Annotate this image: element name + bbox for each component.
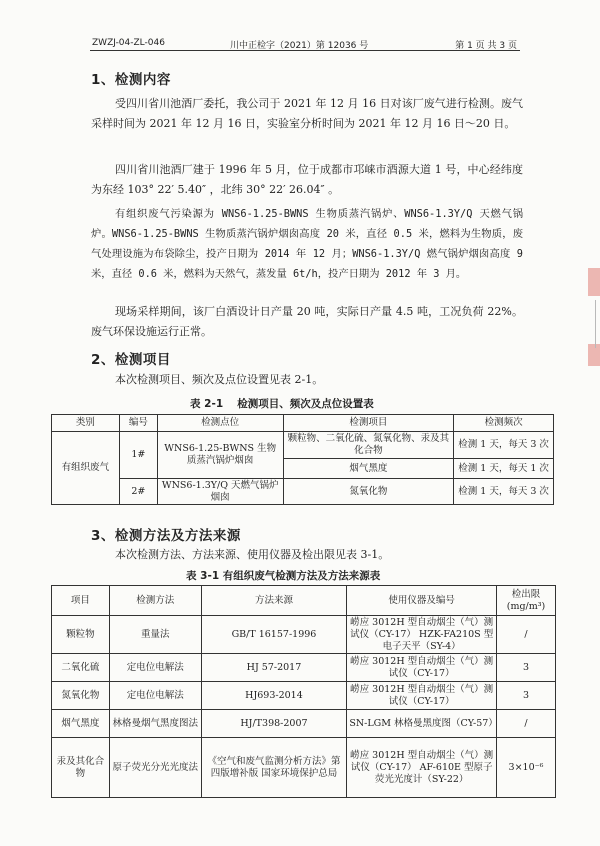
- table-row: [52, 432, 554, 459]
- table-row: [52, 682, 556, 710]
- seal-stamp-fragment: [588, 268, 600, 296]
- item-cell: 颗粒物、二氧化硫、氮氧化物、汞及其化合物: [283, 432, 454, 459]
- point-number-cell: 2#: [119, 479, 157, 505]
- item-cell: 汞及其化合物: [52, 738, 110, 798]
- source-cell: 《空气和废气监测分析方法》第四版增补版 国家环境保护总局: [201, 738, 347, 798]
- section-1-title: 1、检测内容: [91, 72, 171, 88]
- frequency-cell: 检测 1 天，每天 1 次: [454, 459, 554, 479]
- item-cell: 二氧化硫: [52, 654, 110, 682]
- item-cell: 氮氧化物: [52, 682, 110, 710]
- limit-cell: 3: [497, 682, 556, 710]
- source-cell: HJ/T398-2007: [201, 710, 347, 738]
- method-cell: 原子荧光分光光度法: [109, 738, 201, 798]
- category-cell: 有组织废气: [52, 432, 120, 505]
- instrument-cell: SN-LGM 林格曼黑度图（CY-57）: [347, 710, 497, 738]
- doc-code: ZWZJ-04-ZL-046: [92, 38, 165, 48]
- method-cell: 林格曼烟气黑度图法: [109, 710, 201, 738]
- method-cell: 重量法: [109, 616, 201, 654]
- method-cell: 定电位电解法: [109, 682, 201, 710]
- table-3-1-caption: 表 3-1 有组织废气检测方法及方法来源表: [186, 570, 381, 582]
- item-cell: 烟气黑度: [283, 459, 454, 479]
- header-cell: 方法来源: [201, 586, 347, 616]
- table-row: [52, 616, 556, 654]
- table-2-1: [51, 414, 554, 505]
- method-cell: 定电位电解法: [109, 654, 201, 682]
- header-cell: 使用仪器及编号: [347, 586, 497, 616]
- instrument-cell: 崂应 3012H 型自动烟尘（气）测试仪（CY-17）: [347, 682, 497, 710]
- instrument-cell: 崂应 3012H 型自动烟尘（气）测试仪（CY-17） AF-610E 型原子荧光光度计（SY-22）: [347, 738, 497, 798]
- item-cell: 颗粒物: [52, 616, 110, 654]
- point-name-cell: WNS6-1.3Y/Q 天燃气锅炉烟囱: [157, 479, 283, 505]
- limit-cell: 3×10⁻⁶: [497, 738, 556, 798]
- table-3-1: [51, 585, 556, 798]
- table-row: [52, 710, 556, 738]
- header-divider: [90, 50, 520, 51]
- frequency-cell: 检测 1 天，每天 3 次: [454, 479, 554, 505]
- section-3-title: 3、检测方法及方法来源: [91, 528, 241, 544]
- binding-mark: [595, 300, 597, 348]
- report-number: 川中正检字（2021）第 12036 号: [230, 41, 369, 51]
- section-1-para-2: 四川省川池酒厂建于 1996 年 5 月，位于成都市邛崃市酒源大道 1 号，中心经纬度为东经 103° 22′ 5.40″ ，北纬 30° 22′ 26.04″ 。: [91, 163, 523, 196]
- limit-cell: /: [497, 616, 556, 654]
- header-cell: 项目: [52, 586, 110, 616]
- section-2-para-1: 本次检测项目、频次及点位设置见表 2-1。: [115, 373, 324, 386]
- table-row: [52, 479, 554, 505]
- source-cell: HJ693-2014: [201, 682, 347, 710]
- frequency-cell: 检测 1 天，每天 3 次: [454, 432, 554, 459]
- instrument-cell: 崂应 3012H 型自动烟尘（气）测试仪（CY-17）: [347, 654, 497, 682]
- header-cell: 检测方法: [109, 586, 201, 616]
- header-cell: 检测频次: [454, 415, 554, 432]
- source-cell: HJ 57-2017: [201, 654, 347, 682]
- header-cell: 检测项目: [283, 415, 454, 432]
- header-cell: 检出限 (mg/m³): [497, 586, 556, 616]
- source-cell: GB/T 16157-1996: [201, 616, 347, 654]
- section-2-title: 2、检测项目: [91, 352, 171, 368]
- table-row: [52, 654, 556, 682]
- section-3-para-1: 本次检测方法、方法来源、使用仪器及检出限见表 3-1。: [115, 548, 390, 561]
- header-cell: 检测点位: [157, 415, 283, 432]
- item-cell: 氮氧化物: [283, 479, 454, 505]
- page-number: 第 1 页 共 3 页: [455, 41, 517, 51]
- table-header-row: [52, 415, 554, 432]
- limit-cell: 3: [497, 654, 556, 682]
- section-1-para-3: 有组织废气污染源为 WNS6-1.25-BWNS 生物质蒸汽锅炉、WNS6-1.3Y/Q 天燃气锅炉。WNS6-1.25-BWNS 生物质蒸汽锅炉烟囱高度 20 米，直径 0.5 米，燃料为生物质，废气处理设施为布袋除尘，投产日期为 2014 年 12 月；WNS6-1.3Y/Q 燃气锅炉烟囱高度 9 米，直径 0.6 米，燃料为天然气，蒸发量 6t/h，投产日期为 2012 年 3 月。: [91, 208, 523, 280]
- header-cell: 类别: [52, 415, 120, 432]
- table-2-1-caption: 表 2-1 检测项目、频次及点位设置表: [190, 398, 374, 410]
- section-1-para-4: 现场采样期间，该厂白酒设计日产量 20 吨，实际日产量 4.5 吨，工况负荷 22%。废气环保设施运行正常。: [91, 305, 523, 338]
- header-cell: 编号: [119, 415, 157, 432]
- section-1-para-1: 受四川省川池酒厂委托，我公司于 2021 年 12 月 16 日对该厂废气进行检测。废气采样时间为 2021 年 12 月 16 日，实验室分析时间为 2021 年 12 月 16 日～20 日。: [91, 97, 523, 130]
- instrument-cell: 崂应 3012H 型自动烟尘（气）测试仪（CY-17） HZK-FA210S 型电子天平（SY-4）: [347, 616, 497, 654]
- limit-cell: /: [497, 710, 556, 738]
- table-header-row: [52, 586, 556, 616]
- item-cell: 烟气黑度: [52, 710, 110, 738]
- table-row: [52, 738, 556, 798]
- point-name-cell: WNS6-1.25-BWNS 生物质蒸汽锅炉烟囱: [157, 432, 283, 479]
- point-number-cell: 1#: [119, 432, 157, 479]
